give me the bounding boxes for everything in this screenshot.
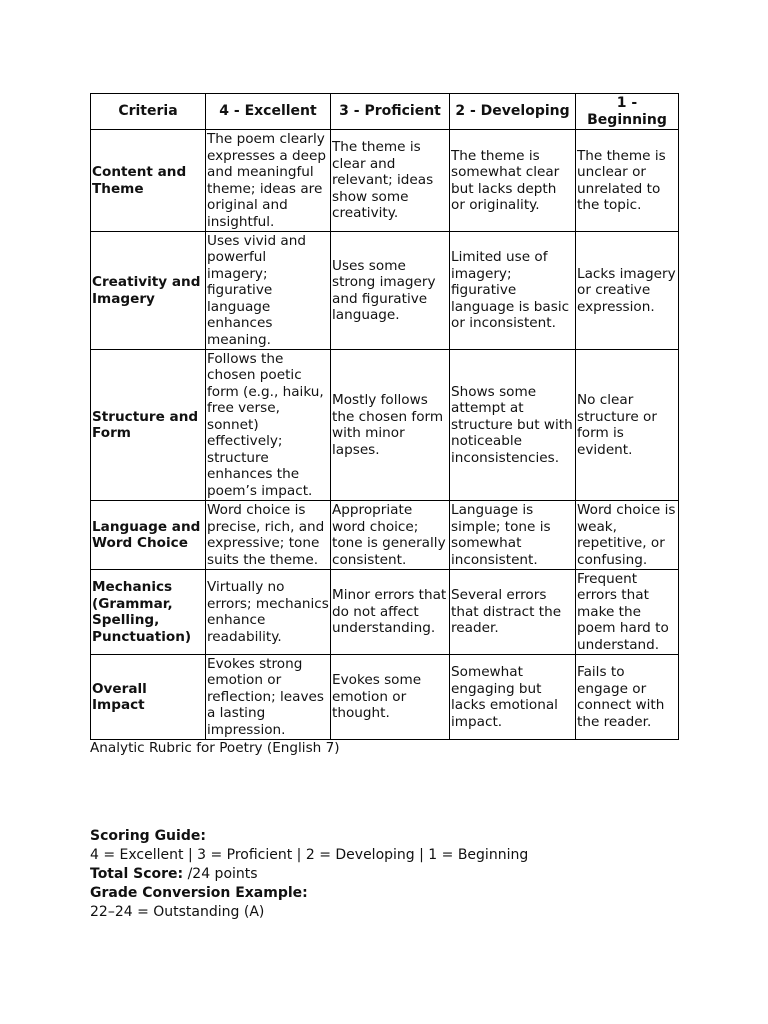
- rubric-cell: Minor errors that do not affect understanding.: [331, 570, 450, 655]
- rubric-cell: Mostly follows the chosen form with minor lapses.: [331, 350, 450, 501]
- rubric-cell: Fails to engage or connect with the reader.: [576, 655, 679, 740]
- total-score-value: /24 points: [183, 866, 258, 882]
- scoring-guide: [90, 827, 528, 922]
- table-row: [91, 501, 679, 570]
- table-row: [91, 570, 679, 655]
- rubric-cell: Appropriate word choice; tone is generally consistent.: [331, 501, 450, 570]
- header-proficient: 3 - Proficient: [331, 94, 450, 130]
- rubric-cell: Evokes strong emotion or reflection; leaves a lasting impression.: [206, 655, 331, 740]
- criteria-cell: Overall Impact: [91, 655, 206, 740]
- rubric-cell: Shows some attempt at structure but with noticeable inconsistencies.: [450, 350, 576, 501]
- rubric-cell: Follows the chosen poetic form (e.g., haiku, free verse, sonnet) effectively; structure enhances the poem’s impact.: [206, 350, 331, 501]
- table-row: [91, 232, 679, 350]
- rubric-cell: Word choice is weak, repetitive, or confusing.: [576, 501, 679, 570]
- header-beginning: 1 - Beginning: [576, 94, 679, 130]
- scoring-guide-heading: Scoring Guide:: [90, 828, 206, 844]
- rubric-cell: The theme is clear and relevant; ideas show some creativity.: [331, 130, 450, 232]
- scoring-scale: 4 = Excellent | 3 = Proficient | 2 = Developing | 1 = Beginning: [90, 847, 529, 863]
- rubric-cell: No clear structure or form is evident.: [576, 350, 679, 501]
- rubric-cell: Somewhat engaging but lacks emotional impact.: [450, 655, 576, 740]
- criteria-cell: Creativity and Imagery: [91, 232, 206, 350]
- criteria-cell: Content and Theme: [91, 130, 206, 232]
- rubric-cell: Uses some strong imagery and figurative language.: [331, 232, 450, 350]
- criteria-cell: Language and Word Choice: [91, 501, 206, 570]
- rubric-cell: Language is simple; tone is somewhat inconsistent.: [450, 501, 576, 570]
- criteria-cell: Mechanics (Grammar, Spelling, Punctuation): [91, 570, 206, 655]
- table-caption: Analytic Rubric for Poetry (English 7): [90, 740, 340, 756]
- table-row: [91, 350, 679, 501]
- table-row: [91, 130, 679, 232]
- rubric-cell: Uses vivid and powerful imagery; figurative language enhances meaning.: [206, 232, 331, 350]
- total-score-line: [90, 865, 528, 884]
- rubric-cell: Word choice is precise, rich, and expressive; tone suits the theme.: [206, 501, 331, 570]
- total-score-label: Total Score:: [90, 866, 184, 882]
- header-criteria: Criteria: [91, 94, 206, 130]
- rubric-cell: Virtually no errors; mechanics enhance readability.: [206, 570, 331, 655]
- rubric-table: [90, 93, 679, 740]
- header-developing: 2 - Developing: [450, 94, 576, 130]
- rubric-cell: Lacks imagery or creative expression.: [576, 232, 679, 350]
- rubric-cell: Several errors that distract the reader.: [450, 570, 576, 655]
- header-excellent: 4 - Excellent: [206, 94, 331, 130]
- rubric-cell: Evokes some emotion or thought.: [331, 655, 450, 740]
- grade-conversion-heading: Grade Conversion Example:: [90, 885, 308, 901]
- rubric-cell: Limited use of imagery; figurative language is basic or inconsistent.: [450, 232, 576, 350]
- rubric-cell: The poem clearly expresses a deep and meaningful theme; ideas are original and insightful.: [206, 130, 331, 232]
- rubric-cell: The theme is unclear or unrelated to the topic.: [576, 130, 679, 232]
- rubric-cell: The theme is somewhat clear but lacks depth or originality.: [450, 130, 576, 232]
- table-header-row: [91, 94, 679, 130]
- grade-conversion-line: 22–24 = Outstanding (A): [90, 904, 265, 920]
- rubric-cell: Frequent errors that make the poem hard to understand.: [576, 570, 679, 655]
- criteria-cell: Structure and Form: [91, 350, 206, 501]
- table-row: [91, 655, 679, 740]
